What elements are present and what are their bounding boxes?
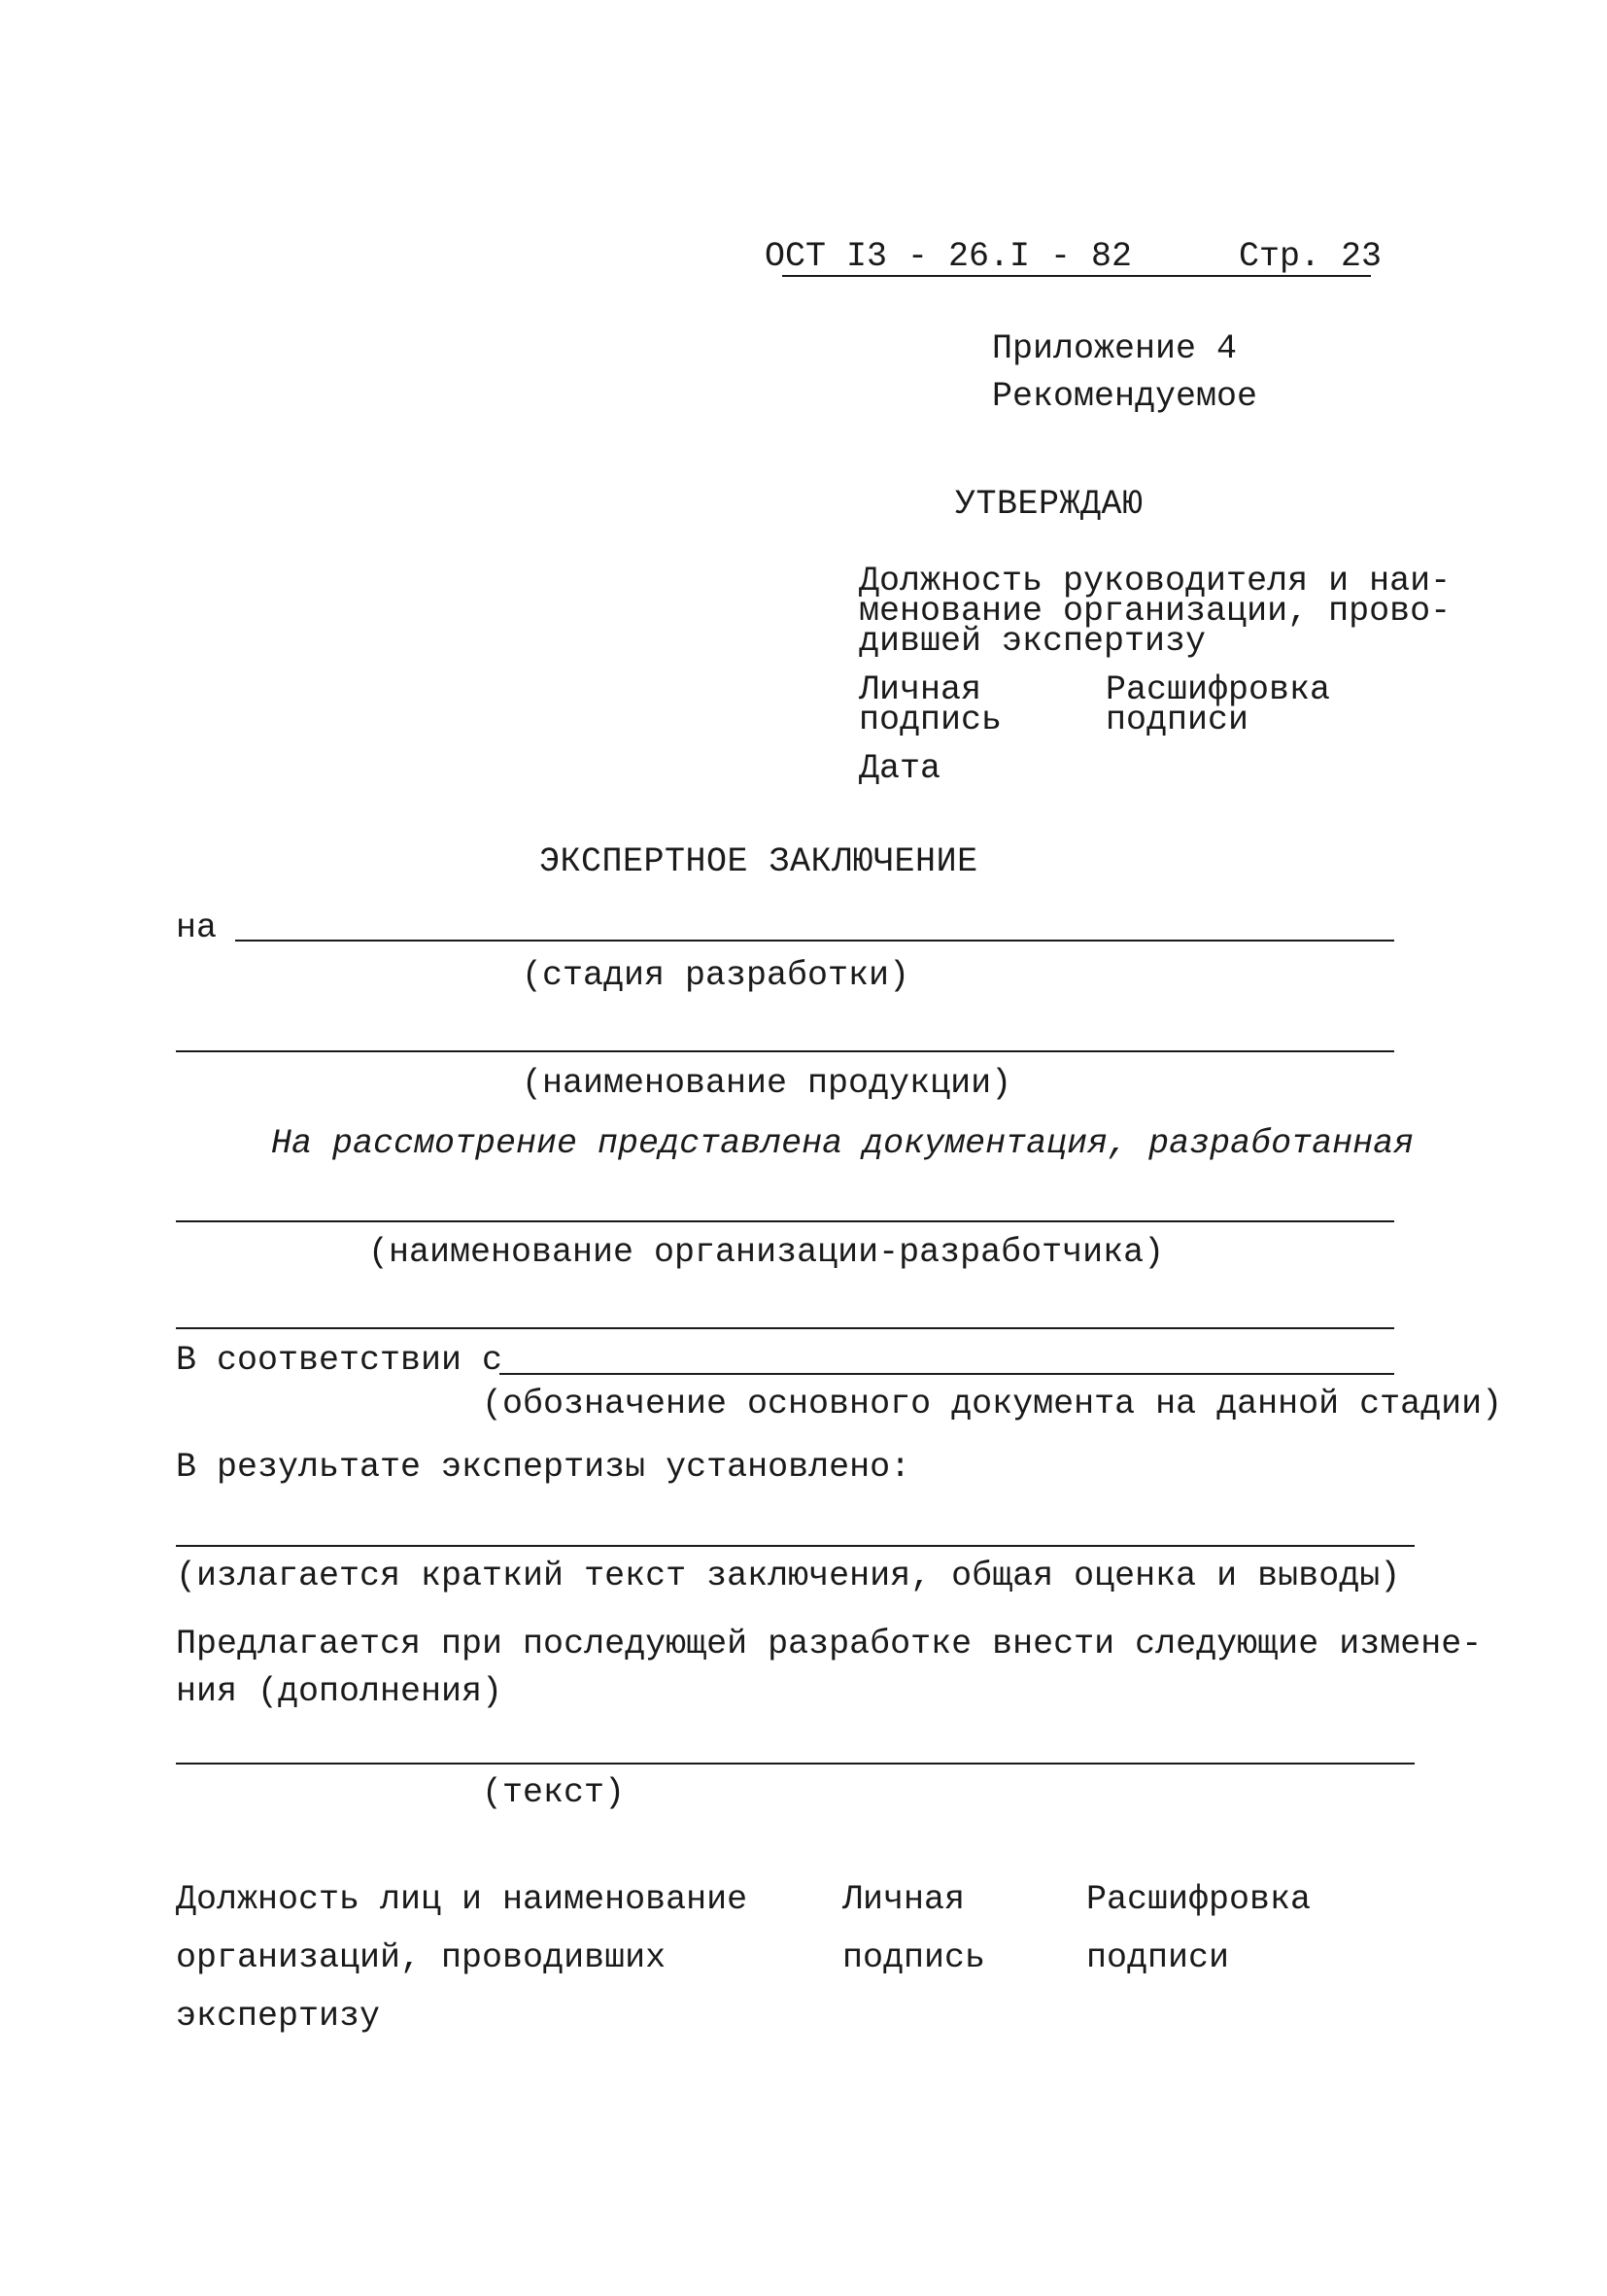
developer-field-line-2[interactable] [176,1327,1394,1329]
product-field-line[interactable] [176,1050,1394,1052]
approve-position-line: менование организации, прово- [859,592,1452,631]
form-title: ЭКСПЕРТНОЕ ЗАКЛЮЧЕНИЕ [539,842,978,881]
approve-position [859,562,1452,661]
proposal-line: ния (дополнения) [176,1672,503,1711]
text-caption: (текст) [482,1773,626,1812]
page-number: Стр. 23 [1239,237,1383,276]
result-text: В результате экспертизы установлено: [176,1448,911,1487]
appendix-subtitle: Рекомендуемое [992,377,1258,416]
developer-caption: (наименование организации-разработчика) [368,1233,1165,1272]
main-doc-field-line[interactable] [499,1373,1394,1375]
conclusion-field-line[interactable] [176,1545,1415,1547]
approve-heading: УТВЕРЖДАЮ [955,485,1144,524]
footer-decoding-line: Расшифровка [1086,1880,1312,1919]
proposal-text [176,1621,1482,1716]
footer-position-line: экспертизу [176,1997,381,2036]
accordance-label: В соответствии с [176,1341,503,1380]
na-label: на [176,908,218,947]
product-caption: (наименование продукции) [522,1064,1012,1103]
approve-position-line: дившей экспертизу [859,622,1207,661]
approve-decoding [1106,670,1331,739]
approve-date: Дата [859,749,941,788]
conclusion-caption: (излагается краткий текст заключения, общая оценка и выводы) [176,1557,1401,1595]
developer-field-line[interactable] [176,1220,1394,1222]
main-doc-caption: (обозначение основного документа на данной стадии) [482,1385,1503,1423]
footer-signature-line: Личная [842,1880,966,1919]
approve-position-line: Должность руководителя и наи- [859,562,1452,600]
approve-decoding-line: Расшифровка [1106,670,1331,709]
footer-signature-line: подпись [842,1938,986,1977]
footer-signature [842,1870,985,1987]
approve-signature-line: Личная [859,670,982,709]
stage-caption: (стадия разработки) [522,956,910,995]
approve-signature [859,670,1003,739]
footer-decoding-line: подписи [1086,1938,1230,1977]
text-field-line[interactable] [176,1763,1415,1765]
review-text: На рассмотрение представлена документация, разработанная [271,1124,1415,1163]
footer-position-line: Должность лиц и наименование [176,1880,748,1919]
footer-position-line: организаций, проводивших [176,1938,667,1977]
approve-decoding-line: подписи [1106,701,1249,739]
footer-decoding [1086,1870,1311,1987]
appendix-title: Приложение 4 [992,329,1238,368]
proposal-line: Предлагается при последующей разработке внести следующие измене- [176,1625,1483,1663]
stage-field-line[interactable] [235,940,1394,942]
footer-position [176,1870,747,2045]
document-code: ОСТ I3 - 26.I - 82 [765,237,1133,276]
approve-signature-line: подпись [859,701,1003,739]
